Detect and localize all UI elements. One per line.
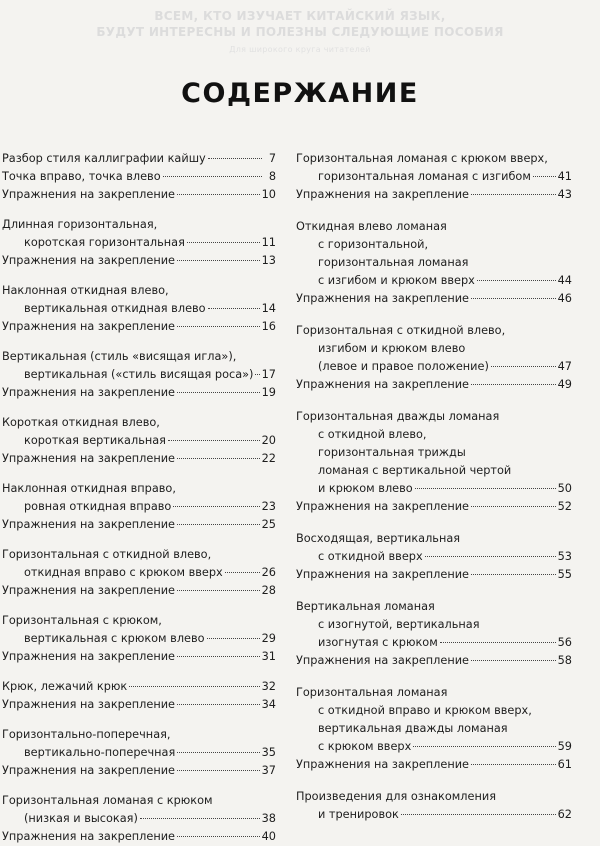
- toc-entry-title: с крюком вверх: [318, 740, 412, 753]
- toc-entry-title: с откидной вверх: [318, 550, 423, 563]
- toc-entry-title: вертикальная откидная влево: [24, 302, 206, 315]
- dot-leader: [140, 818, 260, 819]
- dot-leader: [401, 814, 556, 815]
- toc-entry: [296, 756, 572, 774]
- group-spacer: [2, 714, 276, 726]
- toc-entry-line: Вертикальная ломаная: [296, 600, 435, 613]
- toc-page-number: 59: [557, 740, 572, 753]
- toc-entry: [2, 648, 276, 666]
- toc-entry: [2, 612, 276, 648]
- dot-leader: [177, 656, 260, 657]
- toc-page-number: 43: [557, 188, 572, 201]
- toc-entry-title: Упражнения на закрепление: [2, 830, 176, 843]
- toc-entry-line: [296, 634, 572, 652]
- bleed-through-line-3: Для широкого круга читателей: [229, 45, 371, 54]
- toc-page-number: 58: [557, 654, 572, 667]
- toc-entry: [2, 828, 276, 846]
- toc-entry: [296, 376, 572, 394]
- toc-entry-title: откидная вправо с крюком вверх: [24, 566, 223, 579]
- toc-entry: [296, 150, 572, 186]
- toc-entry: [2, 696, 276, 714]
- toc-entry-title: горизонтальная ломаная с изгибом: [318, 170, 531, 183]
- dot-leader: [177, 260, 260, 261]
- dot-leader: [415, 488, 556, 489]
- toc-entry-line: [296, 566, 572, 584]
- toc-right-column: [296, 150, 572, 824]
- toc-entry-title: ровная откидная вправо: [24, 500, 172, 513]
- toc-entry-line: [2, 234, 276, 252]
- toc-entry-title: Упражнения на закрепление: [2, 452, 176, 465]
- toc-entry-title: Упражнения на закрепление: [296, 378, 470, 391]
- toc-entry: [2, 414, 276, 450]
- toc-entry-title: (низкая и высокая): [24, 812, 138, 825]
- page-title: СОДЕРЖАНИЕ: [181, 78, 419, 109]
- toc-entry-line: [2, 168, 276, 186]
- toc-page-number: 13: [261, 254, 276, 267]
- toc-entry-line: [2, 150, 276, 168]
- toc-entry-title: Упражнения на закрепление: [2, 386, 176, 399]
- dot-leader: [177, 458, 260, 459]
- toc-entry: [2, 318, 276, 336]
- group-spacer: [2, 534, 276, 546]
- toc-entry-line: [296, 756, 572, 774]
- toc-page-number: 47: [557, 360, 572, 373]
- dot-leader: [413, 746, 555, 747]
- toc-entry-line: [296, 272, 572, 290]
- toc-entry-title: Разбор стиля каллиграфии кайшу: [2, 152, 206, 165]
- toc-page-number: 8: [268, 170, 276, 183]
- toc-entry-title: изогнутая с крюком: [318, 636, 438, 649]
- toc-entry-line: [296, 738, 572, 756]
- toc-page-number: 62: [557, 808, 572, 821]
- toc-entry-line: [2, 810, 276, 828]
- toc-entry-line: [2, 828, 276, 846]
- dot-leader: [255, 374, 259, 375]
- toc-entry-line: [296, 548, 572, 566]
- dot-leader: [177, 326, 260, 327]
- group-spacer: [296, 584, 572, 598]
- toc-page-number: 40: [261, 830, 276, 843]
- toc-page-number: 38: [261, 812, 276, 825]
- toc-entry: [2, 384, 276, 402]
- group-spacer: [296, 774, 572, 788]
- toc-entry-title: Упражнения на закрепление: [2, 320, 176, 333]
- toc-entry-line: Горизонтальная с крюком,: [2, 614, 162, 627]
- toc-entry-title: и крюком влево: [318, 482, 413, 495]
- toc-entry-line: [296, 376, 572, 394]
- toc-entry-line: Наклонная откидная влево,: [2, 284, 169, 297]
- dot-leader: [471, 194, 556, 195]
- dot-leader: [471, 660, 556, 661]
- group-spacer: [2, 402, 276, 414]
- dot-leader: [225, 572, 260, 573]
- toc-entry: [2, 252, 276, 270]
- toc-entry-line: Горизонтальная ломаная с крюком вверх,: [296, 152, 548, 165]
- toc-entry-title: Упражнения на закрепление: [296, 500, 470, 513]
- dot-leader: [440, 642, 556, 643]
- dot-leader: [173, 506, 259, 507]
- toc-entry-title: Крюк, лежачий крюк: [2, 680, 128, 693]
- toc-entry-line: Вертикальная (стиль «висящая игла»),: [2, 350, 237, 363]
- toc-entry-line: Горизонтальная ломаная: [296, 686, 448, 699]
- toc-page-number: 31: [261, 650, 276, 663]
- toc-page-number: 41: [557, 170, 572, 183]
- group-spacer: [296, 308, 572, 322]
- toc-entry-line: изгибом и крюком влево: [318, 342, 466, 355]
- dot-leader: [177, 392, 260, 393]
- toc-entry-line: Длинная горизонтальная,: [2, 218, 158, 231]
- toc-page-number: 29: [261, 632, 276, 645]
- toc-entry-line: горизонтальная трижды: [318, 446, 466, 459]
- toc-page-number: 28: [261, 584, 276, 597]
- group-spacer: [296, 394, 572, 408]
- toc-page-number: 25: [261, 518, 276, 531]
- dot-leader: [168, 440, 260, 441]
- group-spacer: [296, 670, 572, 684]
- toc-entry-title: Упражнения на закрепление: [2, 254, 176, 267]
- toc-entry-line: [2, 318, 276, 336]
- group-spacer: [2, 468, 276, 480]
- toc-page-number: 34: [261, 698, 276, 711]
- toc-page-number: 17: [261, 368, 276, 381]
- bleed-through-line-1: ВСЕМ, КТО ИЗУЧАЕТ КИТАЙСКИЙ ЯЗЫК,: [154, 9, 446, 23]
- toc-entry-line: Горизонтальная с откидной влево,: [2, 548, 212, 561]
- toc-entry-title: Упражнения на закрепление: [2, 584, 176, 597]
- dot-leader: [177, 590, 260, 591]
- group-spacer: [2, 204, 276, 216]
- toc-page-number: 35: [261, 746, 276, 759]
- toc-entry-line: [2, 762, 276, 780]
- dot-leader: [163, 176, 262, 177]
- dot-leader: [177, 194, 260, 195]
- toc-entry: [296, 322, 572, 376]
- toc-entry: [2, 186, 276, 204]
- toc-entry: [296, 788, 572, 824]
- group-spacer: [296, 516, 572, 530]
- toc-page-number: 14: [261, 302, 276, 315]
- toc-entry: [296, 218, 572, 290]
- toc-page-number: 11: [261, 236, 276, 249]
- toc-page-number: 49: [557, 378, 572, 391]
- toc-entry-line: [2, 582, 276, 600]
- toc-entry-line: с откидной вправо и крюком вверх,: [318, 704, 532, 717]
- dot-leader: [177, 836, 260, 837]
- toc-entry-line: [2, 744, 276, 762]
- toc-page-number: 55: [557, 568, 572, 581]
- toc-entry-line: [2, 564, 276, 582]
- toc-entry-line: [2, 252, 276, 270]
- toc-entry-line: [2, 384, 276, 402]
- toc-entry: [2, 516, 276, 534]
- toc-page-number: 19: [261, 386, 276, 399]
- dot-leader: [533, 176, 556, 177]
- toc-page-number: 7: [268, 152, 276, 165]
- dot-leader: [129, 686, 259, 687]
- toc-page-number: 37: [261, 764, 276, 777]
- dot-leader: [208, 158, 262, 159]
- toc-page-number: 44: [557, 274, 572, 287]
- dot-leader: [208, 308, 260, 309]
- toc-entry-line: Короткая откидная влево,: [2, 416, 160, 429]
- toc-entry-line: [2, 366, 276, 384]
- dot-leader: [187, 242, 260, 243]
- toc-entry-line: [2, 630, 276, 648]
- toc-entry-line: [296, 498, 572, 516]
- group-spacer: [2, 780, 276, 792]
- dot-leader: [207, 638, 260, 639]
- toc-entry: [2, 480, 276, 516]
- toc-entry: [2, 348, 276, 384]
- toc-entry: [296, 530, 572, 566]
- toc-entry-line: с изогнутой, вертикальная: [318, 618, 480, 631]
- toc-entry-line: [296, 652, 572, 670]
- toc-entry-line: горизонтальная ломаная: [318, 256, 469, 269]
- toc-entry-line: вертикальная дважды ломаная: [318, 722, 508, 735]
- toc-entry-line: Горизонтальная дважды ломаная: [296, 410, 500, 423]
- toc-entry: [2, 762, 276, 780]
- toc-entry-line: с горизонтальной,: [318, 238, 429, 251]
- group-spacer: [2, 666, 276, 678]
- group-spacer: [296, 204, 572, 218]
- toc-entry-title: и тренировок: [318, 808, 399, 821]
- toc-page-number: 52: [557, 500, 572, 513]
- toc-page-number: 46: [557, 292, 572, 305]
- toc-entry-title: Упражнения на закрепление: [296, 188, 470, 201]
- toc-entry: [296, 652, 572, 670]
- toc-entry-line: Восходящая, вертикальная: [296, 532, 461, 545]
- toc-entry: [296, 408, 572, 498]
- toc-entry: [2, 678, 276, 696]
- toc-entry-title: вертикальная с крюком влево: [24, 632, 205, 645]
- bleed-through-line-2: БУДУТ ИНТЕРЕСНЫ И ПОЛЕЗНЫ СЛЕДУЮЩИЕ ПОСОБИЯ: [96, 25, 504, 39]
- toc-entry-title: Упражнения на закрепление: [296, 654, 470, 667]
- toc-entry-title: Упражнения на закрепление: [2, 650, 176, 663]
- dot-leader: [471, 384, 556, 385]
- toc-entry-line: [296, 806, 572, 824]
- toc-entry-title: с изгибом и крюком вверх: [318, 274, 475, 287]
- toc-left-column: [2, 150, 276, 846]
- toc-entry-line: с откидной влево,: [318, 428, 427, 441]
- toc-entry: [2, 792, 276, 828]
- toc-entry-line: Горизонтально-поперечная,: [2, 728, 171, 741]
- toc-entry-line: [296, 358, 572, 376]
- toc-entry-title: Упражнения на закрепление: [2, 518, 176, 531]
- toc-entry-line: Наклонная откидная вправо,: [2, 482, 176, 495]
- toc-page-number: 53: [557, 550, 572, 563]
- toc-entry-title: коротская горизонтальная: [24, 236, 185, 249]
- toc-entry: [2, 726, 276, 762]
- toc-entry-title: Упражнения на закрепление: [296, 758, 470, 771]
- dot-leader: [177, 524, 260, 525]
- toc-entry-line: Откидная влево ломаная: [296, 220, 447, 233]
- toc-entry-line: [296, 168, 572, 186]
- toc-page-number: 22: [261, 452, 276, 465]
- toc-entry-line: [2, 432, 276, 450]
- dot-leader: [425, 556, 556, 557]
- toc-entry: [296, 566, 572, 584]
- toc-entry: [296, 684, 572, 756]
- toc-entry: [2, 168, 276, 186]
- toc-entry-line: [2, 678, 276, 696]
- toc-entry-title: Упражнения на закрепление: [296, 568, 470, 581]
- toc-entry: [2, 546, 276, 582]
- toc-entry-line: Произведения для ознакомления: [296, 790, 497, 803]
- toc-entry-title: вертикальная («стиль висящая роса»): [24, 368, 254, 381]
- toc-entry-title: короткая вертикальная: [24, 434, 166, 447]
- toc-entry-line: [296, 290, 572, 308]
- toc-entry-line: [2, 300, 276, 318]
- group-spacer: [2, 270, 276, 282]
- toc-entry-title: Упражнения на закрепление: [2, 698, 176, 711]
- group-spacer: [2, 336, 276, 348]
- dot-leader: [177, 704, 260, 705]
- toc-entry-line: [2, 450, 276, 468]
- toc-entry-line: Горизонтальная ломаная с крюком: [2, 794, 213, 807]
- toc-page-number: 26: [261, 566, 276, 579]
- toc-entry-title: Точка вправо, точка влево: [2, 170, 161, 183]
- toc-page-number: 50: [557, 482, 572, 495]
- toc-entry-line: [2, 648, 276, 666]
- dot-leader: [471, 574, 556, 575]
- dot-leader: [471, 764, 556, 765]
- toc-entry: [296, 498, 572, 516]
- toc-entry: [296, 598, 572, 652]
- toc-page-number: 61: [557, 758, 572, 771]
- toc-page-number: 16: [261, 320, 276, 333]
- toc-entry-title: Упражнения на закрепление: [296, 292, 470, 305]
- toc-entry-line: [2, 696, 276, 714]
- toc-entry-line: [2, 516, 276, 534]
- toc-page-number: 32: [261, 680, 276, 693]
- toc-entry-line: [2, 186, 276, 204]
- dot-leader: [471, 298, 556, 299]
- toc-entry: [2, 150, 276, 168]
- toc-page-number: 20: [261, 434, 276, 447]
- toc-entry: [296, 186, 572, 204]
- toc-page-number: 56: [557, 636, 572, 649]
- toc-entry-line: [2, 498, 276, 516]
- toc-entry-title: Упражнения на закрепление: [2, 764, 176, 777]
- dot-leader: [177, 752, 259, 753]
- toc-entry: [296, 290, 572, 308]
- toc-entry-line: [296, 480, 572, 498]
- toc-entry-line: [296, 186, 572, 204]
- toc-entry-line: Горизонтальная с откидной влево,: [296, 324, 506, 337]
- toc-page-number: 23: [261, 500, 276, 513]
- toc-entry: [2, 282, 276, 318]
- toc-entry-title: (левое и правое положение): [318, 360, 489, 373]
- dot-leader: [491, 366, 556, 367]
- toc-entry-line: ломаная с вертикальной чертой: [318, 464, 512, 477]
- toc-entry: [2, 582, 276, 600]
- dot-leader: [177, 770, 260, 771]
- toc-entry-title: Упражнения на закрепление: [2, 188, 176, 201]
- toc-entry-title: вертикально-поперечная: [24, 746, 176, 759]
- dot-leader: [471, 506, 556, 507]
- dot-leader: [477, 280, 556, 281]
- group-spacer: [2, 600, 276, 612]
- toc-page-number: 10: [261, 188, 276, 201]
- toc-entry: [2, 216, 276, 252]
- toc-entry: [2, 450, 276, 468]
